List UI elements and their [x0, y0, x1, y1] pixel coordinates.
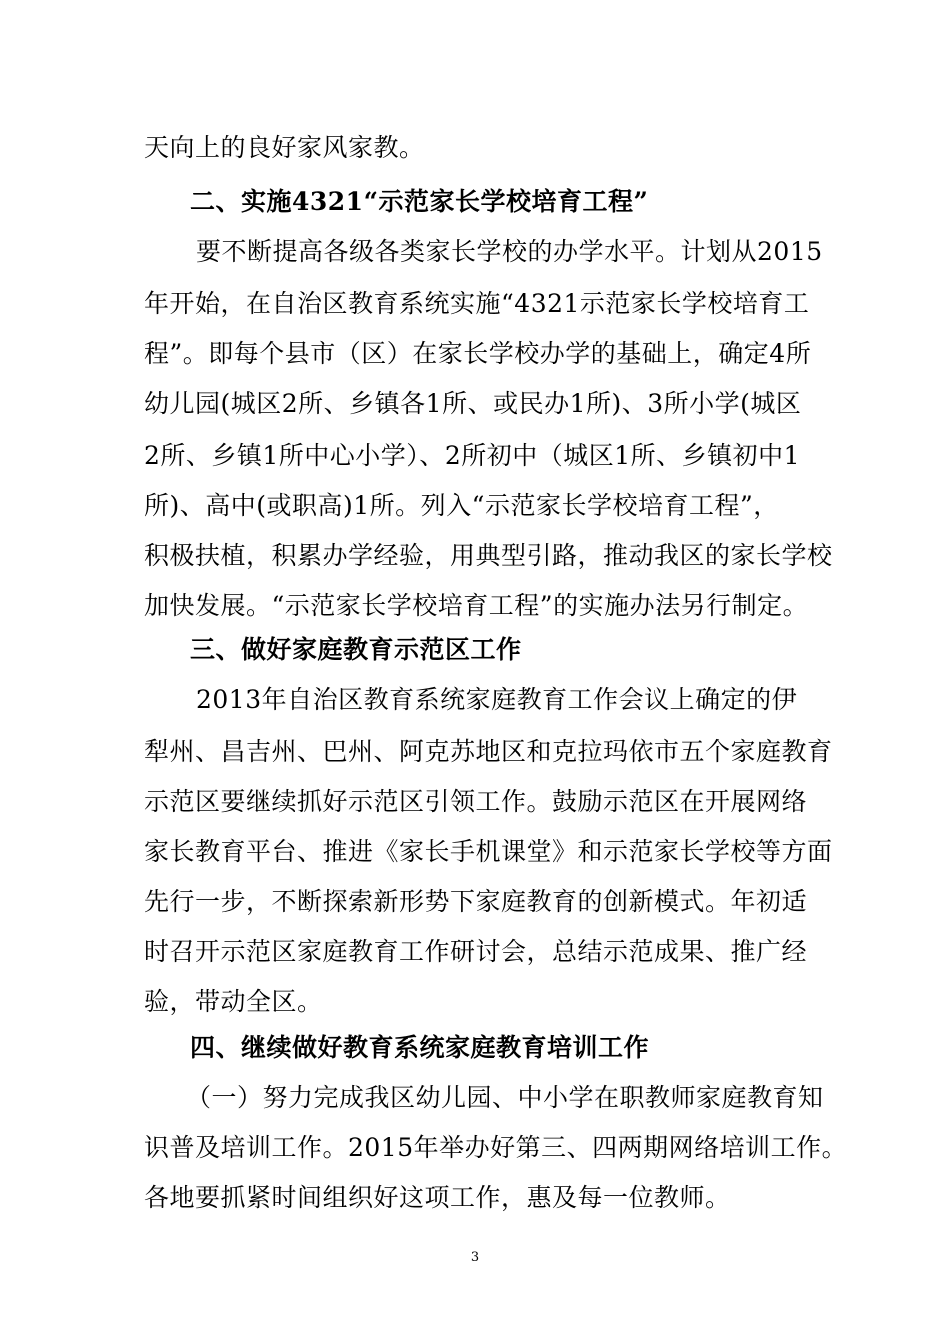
section-heading-3: 三、做好家庭教育示范区工作 — [190, 635, 522, 664]
paragraph-line: 天向上的良好家风家教。 — [144, 133, 425, 162]
paragraph-line: 各地要抓紧时间组织好这项工作，惠及每一位教师。 — [144, 1183, 731, 1212]
section-heading-2: 二、实施4321“示范家长学校培育工程” — [190, 187, 649, 216]
paragraph-line: 所)、高中(或职高)1所。列入“示范家长学校培育工程”， — [144, 491, 779, 520]
paragraph-line: 幼儿园(城区2所、乡镇各1所、或民办1所)、3所小学(城区 — [144, 389, 802, 418]
paragraph-line: 示范区要继续抓好示范区引领工作。鼓励示范区在开展网络 — [144, 787, 808, 816]
paragraph-line: 时召开示范区家庭教育工作研讨会，总结示范成果、推广经 — [144, 937, 808, 966]
paragraph-line: （一）努力完成我区幼儿园、中小学在职教师家庭教育知 — [186, 1083, 824, 1112]
paragraph-line: 2所、乡镇1所中心小学）、2所初中（城区1所、乡镇初中1 — [144, 441, 801, 470]
section-heading-4: 四、继续做好教育系统家庭教育培训工作 — [190, 1033, 650, 1062]
paragraph-line: 程”。即每个县市（区）在家长学校办学的基础上，确定4所 — [144, 339, 812, 368]
paragraph-line: 要不断提高各级各类家长学校的办学水平。计划从2015 — [196, 237, 823, 266]
paragraph-line: 家长教育平台、推进《家长手机课堂》和示范家长学校等方面 — [144, 837, 833, 866]
paragraph-line: 先行一步，不断探索新形势下家庭教育的创新模式。年初适 — [144, 887, 808, 916]
paragraph-line: 验，带动全区。 — [144, 987, 323, 1016]
paragraph-line: 2013年自治区教育系统家庭教育工作会议上确定的伊 — [196, 685, 798, 714]
paragraph-line: 识普及培训工作。2015年举办好第三、四两期网络培训工作。 — [144, 1133, 848, 1162]
paragraph-line: 加快发展。“示范家长学校培育工程”的实施办法另行制定。 — [144, 591, 809, 620]
paragraph-line: 年开始，在自治区教育系统实施“4321示范家长学校培育工 — [144, 289, 810, 318]
paragraph-line: 犁州、昌吉州、巴州、阿克苏地区和克拉玛依市五个家庭教育 — [144, 737, 833, 766]
page-number: 3 — [470, 1250, 480, 1265]
paragraph-line: 积极扶植，积累办学经验，用典型引路，推动我区的家长学校 — [144, 541, 833, 570]
